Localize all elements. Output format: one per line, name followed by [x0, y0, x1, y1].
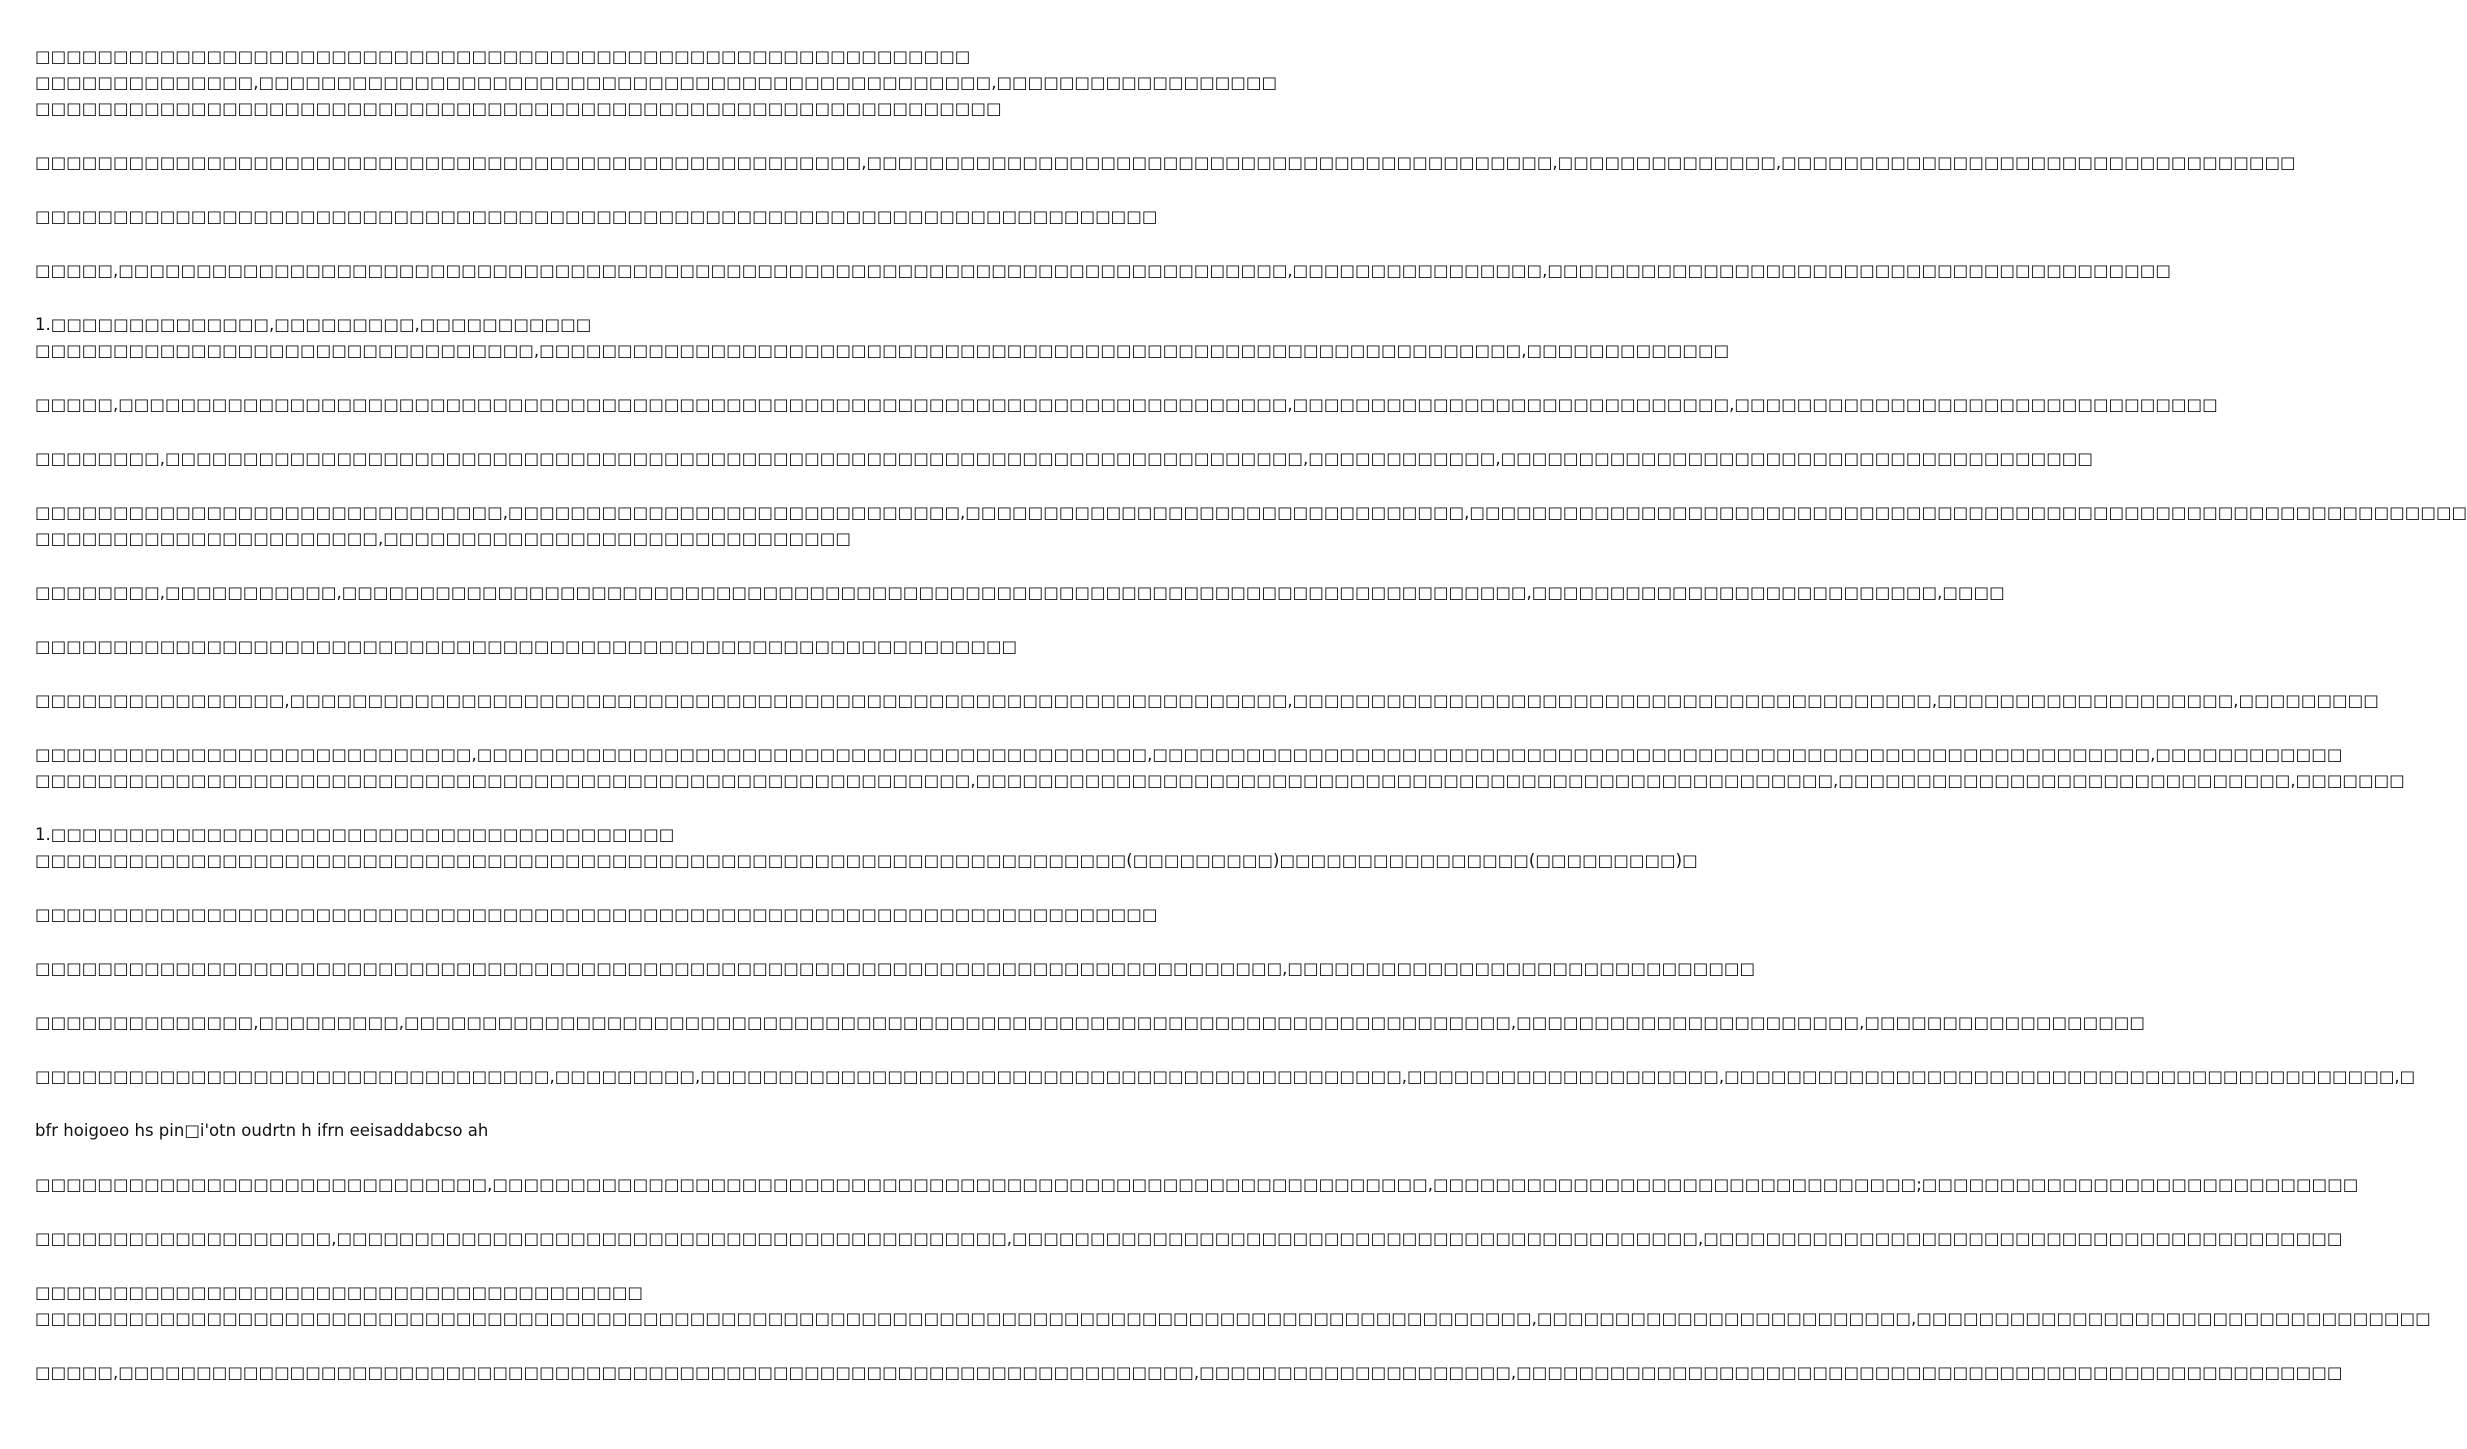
text-line: □□□□□□□□□□□□□□□□□□□□□□□□□□□□□□□□□□□□□□□□□□□□□□□□□□□□□□□□□□□□□□□□□□□□□□□□ [35, 207, 1158, 226]
text-line: □□□□□,□□□□□□□□□□□□□□□□□□□□□□□□□□□□□□□□□□□□□□□□□□□□□□□□□□□□□□□□□□□□□□□□□□□□□□□□□□□,□□□□□□□□□□□□□□□□□□□□□□□□□□□□,□□□□□□□□□□□□□□□□□□□□□□□□□□□□□□□ [35, 395, 2218, 414]
text-line: □□□□□□□□□□□□□□□□□□□□□□□□□□□□□□□□□□□□□□□□□□□□□□□□□□□□□□□□□□□□□□ [35, 99, 1002, 118]
paragraph [35, 44, 1278, 122]
paragraph [35, 204, 1158, 230]
text-line: □□□□□□□□□□□□□□□□□□□,□□□□□□□□□□□□□□□□□□□□□□□□□□□□□□□□□□□□□□□□□□□,□□□□□□□□□□□□□□□□□□□□□□□□□□□□□□□□□□□□□□□□□□□□,□□□□□□□□□□□□□□□□□□□□□□□□□□□□□□□□□□□□□□□□□ [35, 1229, 2343, 1248]
paragraph [35, 742, 2405, 794]
paragraph [35, 688, 2379, 714]
paragraph [35, 580, 2005, 606]
text-line: □□□□□□□□□□□□□□□□□□□□□□□□□□□□□□,□□□□□□□□□□□□□□□□□□□□□□□□□□□□□,□□□□□□□□□□□□□□□□□□□□□□□□□□□□□□□□,□□□□□□□□□□□□□□□□□□□□□□□□□□□□□□□□□□□□□□□□□□□□□□□□□□□□□□□□□□□□□□□□ [35, 503, 2467, 522]
text-line: □□□□□□□□□□□□□□□□□□□□□□□□□□□□□,□□□□□□□□□□□□□□□□□□□□□□□□□□□□□□□□□□□□□□□□□□□□□□□□□□□□□□□□□□□□,□□□□□□□□□□□□□□□□□□□□□□□□□□□□□□□;□□□□□□□□□□□□□□□□□□□□□□□□□□□□ [35, 1175, 2359, 1194]
text-line: □□□□□□□□□□□□□□□□□□□□□□□□□□□□□□□□□□□□□□□□□□□□□□□□□□□□□,□□□□□□□□□□□□□□□□□□□□□□□□□□□□□□□□□□□□□□□□□□□□,□□□□□□□□□□□□□□,□□□□□□□□□□□□□□□□□□□□□□□□□□□□□□□□□ [35, 153, 2296, 172]
paragraph [35, 150, 2296, 176]
paragraph [35, 258, 2171, 284]
document-body [35, 44, 2467, 1414]
text-line: □□□□□□□□□□□□□□□□□□□□□□□□□□□□□□□□□□□□□□□□□□□□□□□□□□□□□□□□□□□□ [35, 47, 971, 66]
paragraph [35, 392, 2218, 418]
paragraph [35, 1226, 2343, 1252]
text-line: □□□□□□□□□□□□□□,□□□□□□□□□,□□□□□□□□□□□□□□□□□□□□□□□□□□□□□□□□□□□□□□□□□□□□□□□□□□□□□□□□□□□□□□□□□□□□□□□,□□□□□□□□□□□□□□□□□□□□□□,□□□□□□□□□□□□□□□□□□ [35, 1013, 2145, 1032]
paragraph [35, 1064, 2416, 1090]
text-line: □□□□□□□□□□□□□□□□□□□□□□□□□□□□□□□□□,□□□□□□□□□,□□□□□□□□□□□□□□□□□□□□□□□□□□□□□□□□□□□□□□□□□□□□□,□□□□□□□□□□□□□□□□□□□□,□□□□□□□□□□□□□□□□□□□□□□□□□□□□□□□□□□□□□□□□□□□,□ [35, 1067, 2416, 1086]
text-line: □□□□□□□□□□□□□□□□□□□□□□□□□□□□□□□□□□□□□□□□□□□□□□□□□□□□□□□□□□□□□□□□□□□□□□□□□□□□□□□□,□□□□□□□□□□□□□□□□□□□□□□□□□□□□□□ [35, 959, 1756, 978]
paragraph [35, 1010, 2145, 1036]
paragraph [35, 1360, 2343, 1386]
text-line: □□□□□□□□□□□□□□,□□□□□□□□□□□□□□□□□□□□□□□□□□□□□□□□□□□□□□□□□□□□□□□,□□□□□□□□□□□□□□□□□□ [35, 73, 1278, 92]
text-line: □□□□□□□□□□□□□□□□□□□□□□□□□□□□□□□□,□□□□□□□□□□□□□□□□□□□□□□□□□□□□□□□□□□□□□□□□□□□□□□□□□□□□□□□□□□□□□□□,□□□□□□□□□□□□□ [35, 341, 1730, 360]
text-line: □□□□□□□□□□□□□□□□,□□□□□□□□□□□□□□□□□□□□□□□□□□□□□□□□□□□□□□□□□□□□□□□□□□□□□□□□□□□□□□□□,□□□□□□□□□□□□□□□□□□□□□□□□□□□□□□□□□□□□□□□□□,□□□□□□□□□□□□□□□□□□□,□□□□□□□□□ [35, 691, 2379, 710]
paragraph [35, 312, 1730, 364]
text-line: □□□□□□□□□□□□□□□□□□□□□□□□□□□□,□□□□□□□□□□□□□□□□□□□□□□□□□□□□□□□□□□□□□□□□□□□,□□□□□□□□□□□□□□□□□□□□□□□□□□□□□□□□□□□□□□□□□□□□□□□□□□□□□□□□□□□□□□□□,□□□□□□□□□□□□ [35, 745, 2343, 764]
text-line: □□□□□,□□□□□□□□□□□□□□□□□□□□□□□□□□□□□□□□□□□□□□□□□□□□□□□□□□□□□□□□□□□□□□□□□□□□□□□□□□□,□□□□□□□□□□□□□□□□,□□□□□□□□□□□□□□□□□□□□□□□□□□□□□□□□□□□□□□□□ [35, 261, 2171, 280]
text-line: □□□□□□□□□□□□□□□□□□□□□□□□□□□□□□□□□□□□□□□ [35, 1283, 643, 1302]
text-line: □□□□□□□□□□□□□□□□□□□□□□□□□□□□□□□□□□□□□□□□□□□□□□□□□□□□□□□□□□□□□□□□□□□□□□□□□□□□□□□□□□□□□□□□□□□□□□□□,□□□□□□□□□□□□□□□□□□□□□□□□,□□□□□□□□□□□□□□□□□□□□□□□□□□□□□□□□□ [35, 1309, 2431, 1328]
text-line: 1.□□□□□□□□□□□□□□□□□□□□□□□□□□□□□□□□□□□□□□□□ [35, 825, 675, 844]
text-line: □□□□□□□□□□□□□□□□□□□□□□□□□□□□□□□□□□□□□□□□□□□□□□□□□□□□□□□□□□□□,□□□□□□□□□□□□□□□□□□□□□□□□□□□□□□□□□□□□□□□□□□□□□□□□□□□□□□□,□□□□□□□□□□□□□□□□□□□□□□□□□□□□□,□□□□□□□ [35, 771, 2405, 790]
text-line: □□□□□□□□□□□□□□□□□□□□□□,□□□□□□□□□□□□□□□□□□□□□□□□□□□□□□ [35, 529, 851, 548]
paragraph [35, 1118, 990, 1144]
text-line: □□□□□,□□□□□□□□□□□□□□□□□□□□□□□□□□□□□□□□□□□□□□□□□□□□□□□□□□□□□□□□□□□□□□□□□□□□□,□□□□□□□□□□□□□□□□□□□□,□□□□□□□□□□□□□□□□□□□□□□□□□□□□□□□□□□□□□□□□□□□□□□□□□□□□□ [35, 1363, 2343, 1382]
text-line: bfr hoigoeo hs pin□i'otn oudrtn h ifrn eeisaddabcso ah [35, 1121, 489, 1140]
text-line: 1.□□□□□□□□□□□□□□,□□□□□□□□□,□□□□□□□□□□□ [35, 315, 592, 334]
paragraph [35, 902, 1158, 928]
paragraph [35, 1172, 2359, 1198]
paragraph [35, 500, 2467, 552]
paragraph [35, 1280, 2431, 1332]
paragraph [35, 822, 1698, 874]
paragraph [35, 446, 2093, 472]
paragraph [35, 956, 1756, 982]
text-line: □□□□□□□□□□□□□□□□□□□□□□□□□□□□□□□□□□□□□□□□□□□□□□□□□□□□□□□□□□□□□□□ [35, 637, 1018, 656]
text-line: □□□□□□□□,□□□□□□□□□□□,□□□□□□□□□□□□□□□□□□□□□□□□□□□□□□□□□□□□□□□□□□□□□□□□□□□□□□□□□□□□□□□□□□□□□□□□□□□□,□□□□□□□□□□□□□□□□□□□□□□□□□□,□□□□ [35, 583, 2005, 602]
text-line: □□□□□□□□,□□□□□□□□□□□□□□□□□□□□□□□□□□□□□□□□□□□□□□□□□□□□□□□□□□□□□□□□□□□□□□□□□□□□□□□□□,□□□□□□□□□□□□,□□□□□□□□□□□□□□□□□□□□□□□□□□□□□□□□□□□□□□ [35, 449, 2093, 468]
text-line: □□□□□□□□□□□□□□□□□□□□□□□□□□□□□□□□□□□□□□□□□□□□□□□□□□□□□□□□□□□□□□□□□□□□□□(□□□□□□□□□)□□□□□□□□□□□□□□□□(□□□□□□□□□)□ [35, 851, 1698, 870]
paragraph [35, 634, 1018, 660]
text-line: □□□□□□□□□□□□□□□□□□□□□□□□□□□□□□□□□□□□□□□□□□□□□□□□□□□□□□□□□□□□□□□□□□□□□□□□ [35, 905, 1158, 924]
